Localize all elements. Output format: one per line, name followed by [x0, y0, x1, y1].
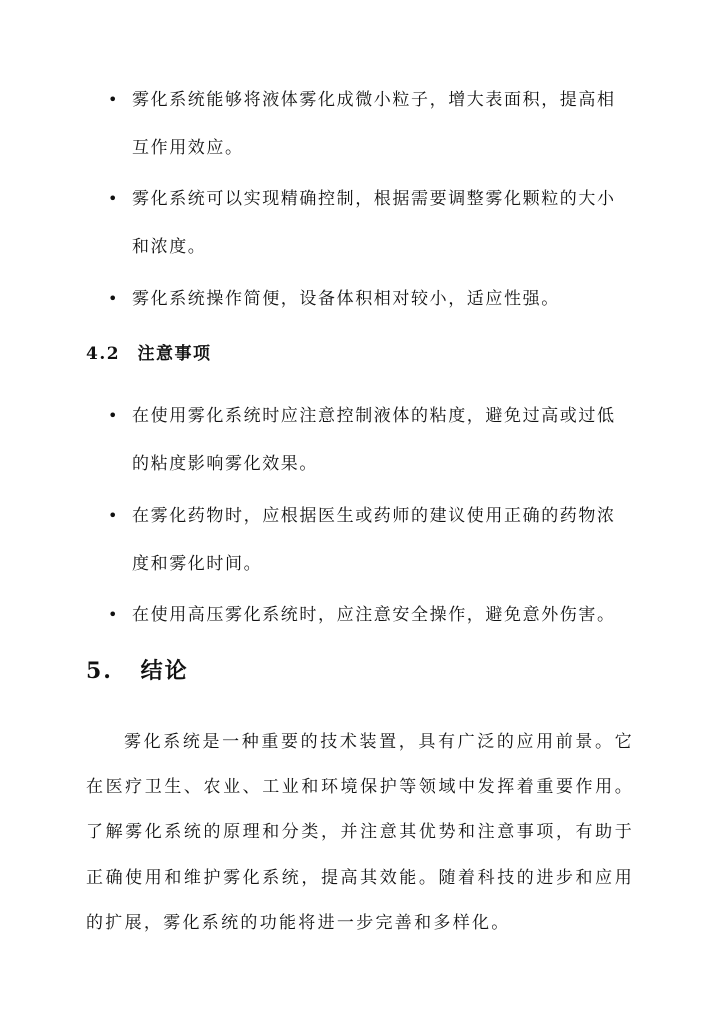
section-number: 5. [86, 658, 113, 684]
bullet-dot: • [108, 605, 118, 624]
bullet-dot: • [108, 506, 118, 525]
bullet-dot: • [108, 189, 118, 208]
precaution-text: 在使用雾化系统时应注意控制液体的粘度，避免过高或过低的粘度影响雾化效果。 [132, 406, 616, 474]
section-title: 注意事项 [137, 344, 212, 364]
advantage-text: 雾化系统能够将液体雾化成微小粒子，增大表面积，提高相互作用效应。 [132, 90, 616, 158]
precaution-text: 在使用高压雾化系统时，应注意安全操作，避免意外伤害。 [132, 605, 616, 625]
bullet-dot: • [108, 289, 118, 308]
conclusion-paragraph: 雾化系统是一种重要的技术装置，具有广泛的应用前景。它在医疗卫生、农业、工业和环境保护等领域中发挥着重要作用。了解雾化系统的原理和分类，并注意其优势和注意事项，有助于正确使用和维护雾化系统，提高其效能。随着科技的进步和应用的扩展，雾化系统的功能将进一步完善和多样化。 [86, 732, 634, 933]
advantage-text: 雾化系统可以实现精确控制，根据需要调整雾化颗粒的大小和浓度。 [132, 189, 616, 257]
advantage-text: 雾化系统操作简便，设备体积相对较小，适应性强。 [132, 289, 560, 309]
section-number: 4.2 [86, 344, 121, 364]
bullet-dot: • [108, 406, 118, 425]
bullet-dot: • [108, 90, 118, 109]
section-heading-precautions [86, 340, 212, 368]
precaution-text: 在雾化药物时，应根据医生或药师的建议使用正确的药物浓度和雾化时间。 [132, 506, 616, 574]
section-heading-conclusion [86, 655, 189, 687]
section-title: 结论 [140, 658, 189, 684]
